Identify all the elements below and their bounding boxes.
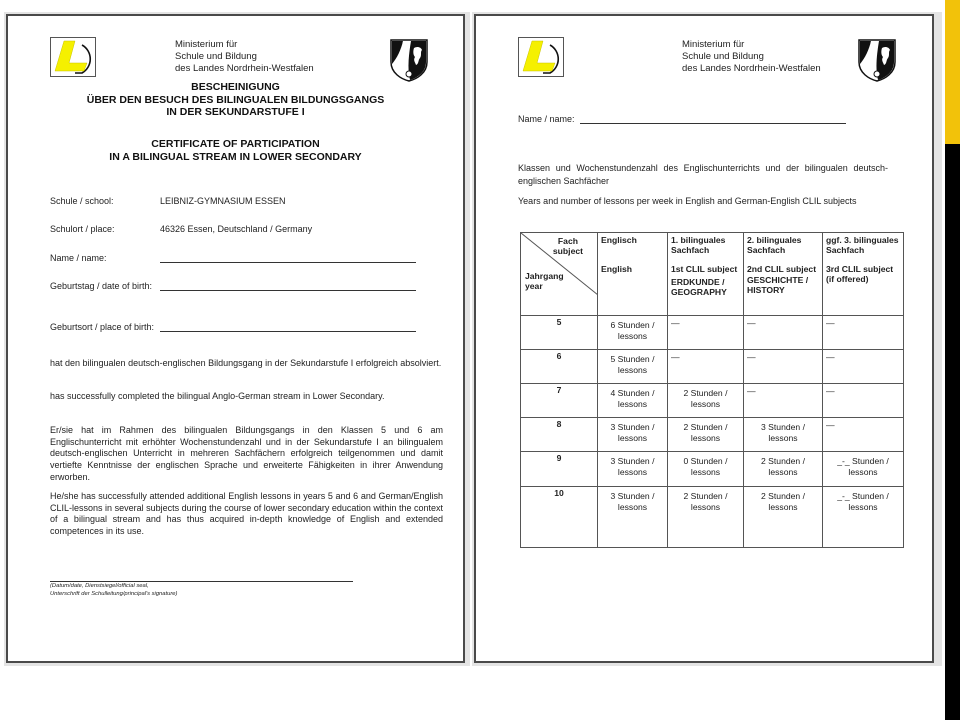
- school-l-logo-icon: [518, 37, 564, 77]
- name-field[interactable]: [160, 262, 416, 263]
- ministry-line-2: Schule und Bildung: [175, 51, 257, 62]
- school-value: LEIBNIZ-GYMNASIUM ESSEN: [160, 196, 286, 206]
- year-cell: 10: [521, 487, 598, 548]
- clil-3-cell: _-_ Stunden / lessons: [823, 452, 904, 487]
- table-intro-de: Klassen und Wochenstundenzahl des Englischunterrichts und der bilingualen deutsch-englischen Sachfächer: [518, 163, 888, 186]
- clil-1-cell: —: [668, 350, 744, 384]
- table-intro-en: Years and number of lessons per week in English and German-English CLIL subjects: [518, 196, 857, 206]
- clil-1-cell: 2 Stunden / lessons: [668, 418, 744, 452]
- place-label: Schulort / place:: [50, 224, 115, 234]
- header-corner-cell: [521, 233, 598, 316]
- title-en-line-2: IN A BILINGUAL STREAM IN LOWER SECONDARY: [109, 150, 362, 163]
- english-cell: 3 Stunden / lessons: [598, 487, 668, 548]
- nrw-coat-of-arms-icon: [857, 38, 897, 82]
- header-english: [598, 233, 668, 316]
- header-clil-3: [823, 233, 904, 316]
- ministry-line-1: Ministerium für: [682, 39, 745, 50]
- clil-1-cell: 2 Stunden / lessons: [668, 487, 744, 548]
- certificate-page-2: [474, 14, 934, 663]
- table-row: [521, 316, 904, 350]
- ministry-line-2: Schule und Bildung: [682, 51, 764, 62]
- completion-statement-de: hat den bilingualen deutsch-englischen Bildungsgang in der Sekundarstufe I erfolgreich absolviert.: [50, 358, 442, 368]
- table-row: [521, 487, 904, 548]
- nrw-coat-of-arms-icon: [389, 38, 429, 82]
- corner-year-label: [525, 271, 564, 291]
- english-cell: 3 Stunden / lessons: [598, 452, 668, 487]
- title-de-line-3: IN DER SEKUNDARSTUFE I: [166, 106, 305, 118]
- clil-3-cell: —: [823, 418, 904, 452]
- table-row: [521, 350, 904, 384]
- clil-2-cell: 3 Stunden / lessons: [744, 418, 823, 452]
- school-label: Schule / school:: [50, 196, 114, 206]
- ministry-line-3: des Landes Nordrhein-Westfalen: [682, 63, 821, 74]
- title-de-line-1: BESCHEINIGUNG: [191, 81, 280, 93]
- corner-year: year: [525, 281, 543, 291]
- clil-2-cell: 2 Stunden / lessons: [744, 452, 823, 487]
- table-row: [521, 452, 904, 487]
- signature-caption-line-2: Unterschrift der Schulleitung/principal's signature): [50, 591, 178, 597]
- header-en: 3rd CLIL subject (if offered): [826, 264, 894, 284]
- corner-jahrgang: Jahrgang: [525, 271, 564, 281]
- table-row: [521, 418, 904, 452]
- title-de-line-2: ÜBER DEN BESUCH DES BILINGUALEN BILDUNGSGANGS: [86, 93, 385, 106]
- accent-band-yellow: [945, 0, 960, 144]
- title-english: [8, 138, 463, 163]
- date-of-birth-field[interactable]: [160, 290, 416, 291]
- title-german: [8, 81, 463, 119]
- header-de: Englisch: [601, 235, 637, 245]
- year-cell: 5: [521, 316, 598, 350]
- name-label: Name / name:: [518, 114, 575, 124]
- ministry-line-1: Ministerium für: [175, 39, 238, 50]
- clil-3-cell: —: [823, 350, 904, 384]
- clil-1-cell: 0 Stunden / lessons: [668, 452, 744, 487]
- header-clil-1: [668, 233, 744, 316]
- place-of-birth-field[interactable]: [160, 331, 416, 332]
- ministry-name: [682, 39, 821, 75]
- table-header-row: [521, 233, 904, 316]
- clil-2-cell: 2 Stunden / lessons: [744, 487, 823, 548]
- clil-1-cell: —: [668, 316, 744, 350]
- clil-3-cell: _-_ Stunden / lessons: [823, 487, 904, 548]
- english-cell: 3 Stunden / lessons: [598, 418, 668, 452]
- signature-line[interactable]: [50, 581, 353, 582]
- certificate-page-1: [6, 14, 465, 663]
- clil-1-cell: 2 Stunden / lessons: [668, 384, 744, 418]
- clil-2-cell: —: [744, 384, 823, 418]
- ministry-line-3: des Landes Nordrhein-Westfalen: [175, 63, 314, 74]
- signature-caption-line-1: (Datum/date, Dienstsiegel/official seal,: [50, 583, 149, 589]
- header-subject: ERDKUNDE / GEOGRAPHY: [671, 277, 727, 297]
- place-value: 46326 Essen, Deutschland / Germany: [160, 224, 313, 234]
- name-label: Name / name:: [50, 253, 107, 263]
- english-cell: 4 Stunden / lessons: [598, 384, 668, 418]
- year-cell: 8: [521, 418, 598, 452]
- lessons-table: [520, 232, 904, 548]
- clil-2-cell: —: [744, 350, 823, 384]
- ministry-name: [175, 39, 314, 75]
- header-en: 2nd CLIL subject: [747, 264, 817, 274]
- clil-2-cell: —: [744, 316, 823, 350]
- corner-fach: Fach: [557, 236, 578, 246]
- details-statement-en: He/she has successfully attended additional English lessons in years 5 and 6 and German/English CLIL-lessons in several subjects during the course of lower secondary education within the context of a bilingual stream and has thus acquired in-depth knowledge of English and extended competences in its use.: [50, 491, 443, 537]
- header-de: ggf. 3. bilinguales Sachfach: [826, 235, 899, 255]
- name-field[interactable]: [580, 123, 846, 124]
- school-l-logo-icon: [50, 37, 96, 77]
- year-cell: 9: [521, 452, 598, 487]
- english-cell: 6 Stunden / lessons: [598, 316, 668, 350]
- corner-subject-label: [553, 236, 583, 256]
- header-subject: GESCHICHTE / HISTORY: [747, 275, 809, 295]
- year-cell: 6: [521, 350, 598, 384]
- clil-3-cell: —: [823, 316, 904, 350]
- title-en-line-1: CERTIFICATE OF PARTICIPATION: [151, 138, 320, 150]
- header-clil-2: [744, 233, 823, 316]
- completion-statement-en: has successfully completed the bilingual Anglo-German stream in Lower Secondary.: [50, 391, 385, 401]
- header-en: English: [601, 264, 633, 274]
- header-de: 1. bilinguales Sachfach: [671, 235, 726, 255]
- header-en: 1st CLIL subject: [671, 264, 738, 274]
- header-de: 2. bilinguales Sachfach: [747, 235, 802, 255]
- place-of-birth-label: Geburtsort / place of birth:: [50, 322, 155, 332]
- accent-band-black: [945, 144, 960, 720]
- date-of-birth-label: Geburtstag / date of birth:: [50, 281, 153, 291]
- english-cell: 5 Stunden / lessons: [598, 350, 668, 384]
- year-cell: 7: [521, 384, 598, 418]
- details-statement-de: Er/sie hat im Rahmen des bilingualen Bildungsgangs in den Klassen 5 und 6 am Englischunterricht mit erhöhter Wochenstundenzahl und in der Sekundarstufe I an bilingualem deutsch-englischen Unterricht in mehreren Sachfächern erfolgreich teilgenommen und damit vertiefte Kenntnisse der englischen Sprache und erweiterte Fähigkeiten in ihrer Anwendung erworben.: [50, 425, 443, 482]
- corner-subject: subject: [552, 246, 583, 256]
- clil-3-cell: —: [823, 384, 904, 418]
- table-row: [521, 384, 904, 418]
